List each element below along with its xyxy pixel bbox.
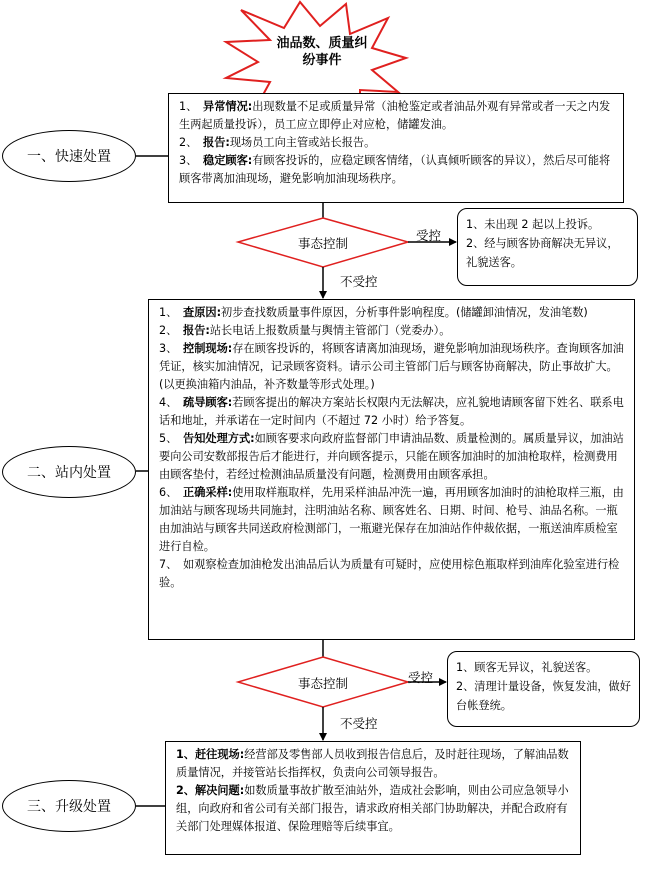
stage1-item-2: 2、 报告:现场员工向主管或站长报告。 bbox=[179, 136, 376, 149]
stage1-box bbox=[168, 93, 624, 203]
stage3-oval: 三、升级处置 bbox=[2, 780, 136, 832]
stage2-item-2: 2、 报告:站长电话上报数质量与舆情主管部门（党委办）。 bbox=[159, 324, 451, 337]
stage3-item-2: 2、解决问题:如数质量事故扩散至油站外，造成社会影响，则由公司应急领导小组，向政府和省公司有关部门报告，请求政府相关部门协助解决，并配合政府有关部门处理媒体报道、保险理赔等后续事宜。 bbox=[176, 784, 569, 833]
decision2-outcome-1: 1、顾客无异议，礼貌送客。 bbox=[456, 661, 598, 674]
stage1-item-3: 3、 稳定顾客:有顾客投诉的，应稳定顾客情绪，（认真倾听顾客的异议），然后尽可能将顾客带离加油现场，避免影响加油现场秩序。 bbox=[179, 154, 611, 185]
decision1-yes: 受控 bbox=[416, 228, 442, 243]
decision2-outcome-box bbox=[447, 651, 640, 727]
stage2-item-3: 3、 控制现场:存在顾客投诉的，将顾客请离加油现场，避免影响加油现场秩序。查询顾客加油凭证，核实加油情况，记录顾客资料。请示公司主管部门后与顾客协商解决，防止事故扩大。(以更换油箱内油品，补齐数量等形式处理。) bbox=[159, 342, 624, 391]
stage3-box bbox=[165, 741, 581, 855]
decision2-no: 不受控 bbox=[340, 716, 378, 731]
stage2-item-7: 7、 如观察检查加油枪发出油品后认为质量有可疑时，应使用棕色瓶取样到油库化验室进行检验。 bbox=[159, 558, 620, 589]
decision1-outcome-1: 1、未出现 2 起以上投诉。 bbox=[466, 218, 600, 231]
stage1-oval: 一、快速处置 bbox=[2, 130, 136, 182]
decision2-label: 事态控制 bbox=[298, 676, 349, 691]
event-title: 油品数、质量纠纷事件 bbox=[276, 36, 368, 68]
decision2-outcome-2: 2、清理计量设备，恢复发油，做好台帐登统。 bbox=[456, 680, 631, 712]
stage3-item-1: 1、赶往现场:经营部及零售部人员收到报告信息后，及时赶往现场，了解油品数质量情况，并接管站长指挥权，负责向公司领导报告。 bbox=[176, 748, 569, 779]
decision2-yes: 受控 bbox=[408, 670, 434, 685]
stage2-item-5: 5、 告知处理方式:如顾客要求向政府监督部门申请油品数、质量检测的。属质量异议，加油站要向公司安数部报告后才能进行，并向顾客提示，只能在顾客加油时的加油枪取样，检测费用由顾客垫付，若经过检测油品质量没有问题，检测费用由顾客承担。 bbox=[159, 432, 624, 481]
stage2-item-4: 4、 疏导顾客:若顾客提出的解决方案站长权限内无法解决，应礼貌地请顾客留下姓名、联系电话和地址，并承诺在一定时间内（不超过 72 小时）给予答复。 bbox=[159, 396, 624, 427]
stage2-item-1: 1、 查原因:初步查找数质量事件原因，分析事件影响程度。(储罐卸油情况，发油笔数) bbox=[159, 306, 588, 319]
decision1-outcome-box bbox=[457, 208, 638, 286]
stage2-oval: 二、站内处置 bbox=[2, 446, 136, 498]
stage2-item-6: 6、 正确采样:使用取样瓶取样，先用采样油品冲洗一遍，再用顾客加油时的油枪取样三瓶，由加油站与顾客现场共同施封，注明油站名称、顾客姓名、日期、时间、枪号、油品名称。一瓶由加油站与顾客共同送政府检测部门，一瓶避光保存在加油站作仲裁依据，一瓶送油库质检室进行自检。 bbox=[159, 486, 624, 553]
decision1-no: 不受控 bbox=[340, 274, 378, 289]
stage2-box bbox=[148, 299, 635, 640]
decision1-outcome-2: 2、经与顾客协商解决无异议，礼貌送客。 bbox=[466, 237, 619, 269]
stage1-item-1: 1、 异常情况:出现数量不足或质量异常（油枪鉴定或者油品外观有异常或者一天之内发生两起质量投诉），员工应立即停止对应枪，储罐发油。 bbox=[179, 100, 611, 131]
decision1-label: 事态控制 bbox=[298, 236, 349, 251]
